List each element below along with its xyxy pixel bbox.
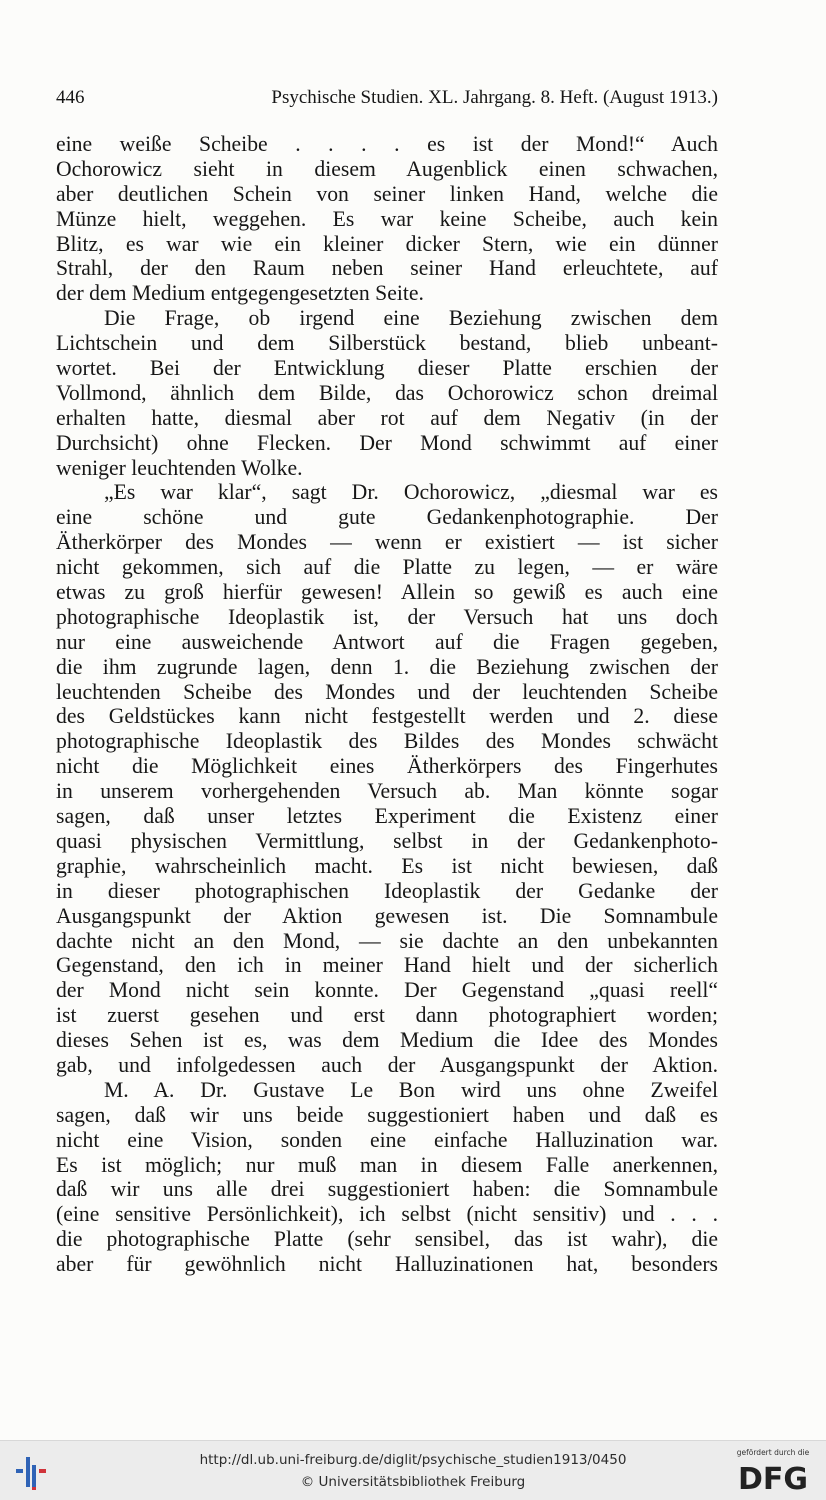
text-line: daß wir uns alle drei suggestioniert haben: die Somnambule — [56, 1177, 718, 1202]
text-line: Ausgangspunkt der Aktion gewesen ist. Die Somnambule — [56, 903, 718, 928]
document-url[interactable]: http://dl.ub.uni-freiburg.de/diglit/psychische_studien1913/0450 — [199, 1452, 627, 1468]
text-line: (eine sensitive Persönlichkeit), ich selbst (nicht sensitiv) und . . . — [56, 1202, 718, 1227]
text-line: Durchsicht) ohne Flecken. Der Mond schwimmt auf einer — [56, 430, 718, 455]
text-line: sagen, daß unser letztes Experiment die Existenz einer — [56, 804, 718, 829]
text-line: der Mond nicht sein konnte. Der Gegenstand „quasi reell“ — [56, 978, 718, 1003]
text-line: eine weiße Scheibe . . . . es ist der Mond!“ Auch — [56, 132, 718, 156]
text-line: nicht gekommen, sich auf die Platte zu legen, — er wäre — [56, 555, 718, 580]
text-line: Gegenstand, den ich in meiner Hand hielt und der sicherlich — [56, 953, 718, 978]
text-line: Die Frage, ob irgend eine Beziehung zwischen dem — [104, 306, 718, 331]
text-line: sagen, daß wir uns beide suggestioniert haben und daß es — [56, 1102, 718, 1127]
text-line: Münze hielt, weggehen. Es war keine Scheibe, auch kein — [56, 206, 718, 231]
dfg-logo-icon — [728, 1445, 818, 1495]
text-line: Es ist möglich; nur muß man in diesem Falle anerkennen, — [56, 1152, 718, 1177]
viewer-footer — [0, 1440, 826, 1500]
text-line: leuchtenden Scheibe des Mondes und der leuchtenden Scheibe — [56, 679, 718, 704]
text-line: wortet. Bei der Entwicklung dieser Platte erschien der — [56, 356, 718, 381]
text-line: die ihm zugrunde lagen, denn 1. die Beziehung zwischen der — [56, 654, 718, 679]
text-line: Strahl, der den Raum neben seiner Hand erleuchtete, auf — [56, 256, 718, 281]
page-number: 446 — [56, 87, 85, 108]
text-line: des Geldstückes kann nicht festgestellt werden und 2. diese — [56, 704, 718, 729]
text-line: in dieser photographischen Ideoplastik der Gedanke der — [56, 878, 718, 903]
text-line: quasi physischen Vermittlung, selbst in der Gedankenphoto- — [56, 828, 718, 853]
text-line: dieses Sehen ist es, was dem Medium die Idee des Mondes — [56, 1028, 718, 1053]
body-text — [56, 132, 718, 1277]
text-line: „Es war klar“, sagt Dr. Ochorowicz, „diesmal war es — [104, 480, 718, 505]
dfg-caption: gefördert durch die — [736, 1448, 810, 1457]
text-line: die photographische Platte (sehr sensibel, das ist wahr), die — [56, 1227, 718, 1252]
text-line: gab, und infolgedessen auch der Ausgangspunkt der Aktion. — [56, 1052, 718, 1077]
dfg-logo-text: DFG — [737, 1462, 809, 1495]
text-line: der dem Medium entgegengesetzten Seite. — [56, 281, 424, 306]
text-line: M. A. Dr. Gustave Le Bon wird uns ohne Zweifel — [104, 1077, 718, 1102]
running-header — [56, 87, 718, 113]
text-line: photographische Ideoplastik des Bildes des Mondes schwächt — [56, 729, 718, 754]
text-line: erhalten hatte, diesmal aber rot auf dem Negativ (in der — [56, 405, 718, 430]
text-line: aber deutlichen Schein von seiner linken Hand, welche die — [56, 181, 718, 206]
text-line: dachte nicht an den Mond, — sie dachte an den unbekannten — [56, 928, 718, 953]
text-line: nicht eine Vision, sonden eine einfache Halluzination war. — [56, 1127, 718, 1152]
copyright-notice: © Universitätsbibliothek Freiburg — [300, 1474, 526, 1490]
text-line: aber für gewöhnlich nicht Halluzinationen hat, besonders — [56, 1252, 718, 1277]
text-line: weniger leuchtenden Wolke. — [56, 455, 303, 480]
text-line: etwas zu groß hierfür gewesen! Allein so gewiß es auch eine — [56, 580, 718, 605]
text-line: Lichtschein und dem Silberstück bestand, blieb unbeant- — [56, 331, 718, 356]
text-line: photographische Ideoplastik ist, der Versuch hat uns doch — [56, 604, 718, 629]
running-title: Psychische Studien. XL. Jahrgang. 8. Heft. (August 1913.) — [271, 87, 718, 108]
text-line: Blitz, es war wie ein kleiner dicker Stern, wie ein dünner — [56, 231, 718, 256]
text-line: nur eine ausweichende Antwort auf die Fragen gegeben, — [56, 629, 718, 654]
text-line: in unserem vorhergehenden Versuch ab. Man könnte sogar — [56, 779, 718, 804]
text-line: Vollmond, ähnlich dem Bilde, das Ochorowicz schon dreimal — [56, 380, 718, 405]
text-line: nicht die Möglichkeit eines Ätherkörpers des Fingerhutes — [56, 754, 718, 779]
text-line: eine schöne und gute Gedankenphotographie. Der — [56, 505, 718, 530]
text-line: Ätherkörper des Mondes — wenn er existiert — ist sicher — [56, 530, 718, 555]
text-line: Ochorowicz sieht in diesem Augenblick einen schwachen, — [56, 156, 718, 181]
text-line: ist zuerst gesehen und erst dann photographiert worden; — [56, 1003, 718, 1028]
text-line: graphie, wahrscheinlich macht. Es ist nicht bewiesen, daß — [56, 853, 718, 878]
